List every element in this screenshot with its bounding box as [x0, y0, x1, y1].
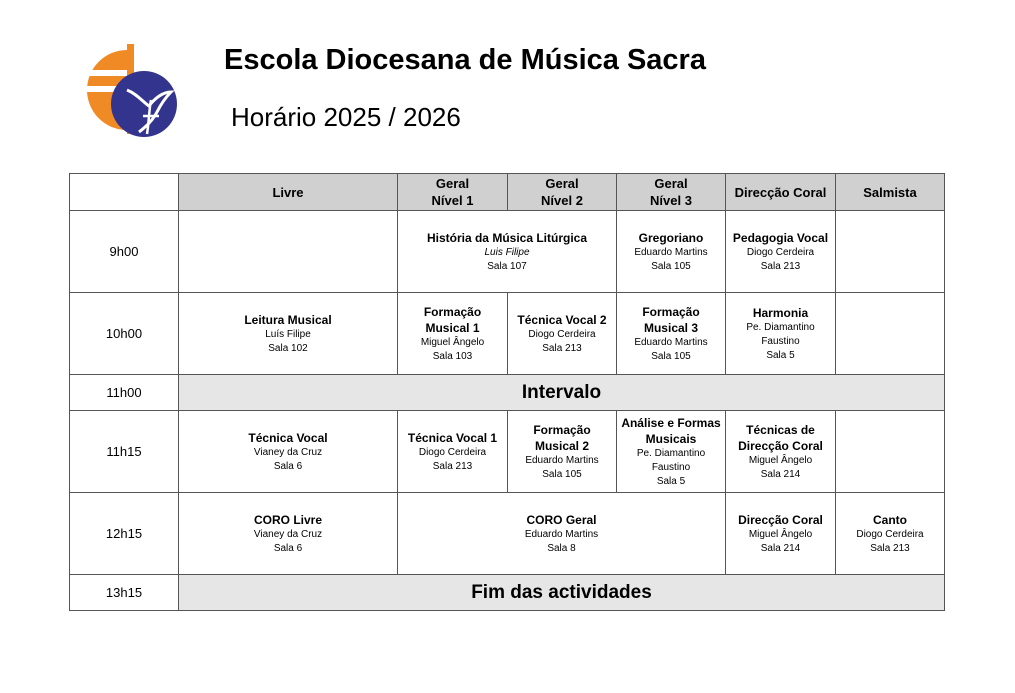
cell-harmonia: Harmonia Pe. Diamantino Faustino Sala 5 — [726, 293, 836, 375]
time-12h15: 12h15 — [70, 493, 179, 575]
cell-tecnica-vocal: Técnica Vocal Vianey da Cruz Sala 6 — [179, 411, 398, 493]
header-geral-nivel-3: Geral Nível 3 — [617, 174, 726, 211]
header-row — [70, 174, 945, 211]
cell-formacao-musical-3: Formação Musical 3 Eduardo Martins Sala 105 — [617, 293, 726, 375]
cell-analise-formas: Análise e Formas Musicais Pe. Diamantino Faustino Sala 5 — [617, 411, 726, 493]
schedule-table — [69, 173, 945, 611]
header-salmista: Salmista — [836, 174, 945, 211]
cell-11h15-salmista — [836, 411, 945, 493]
cell-tecnica-vocal-1: Técnica Vocal 1 Diogo Cerdeira Sala 213 — [398, 411, 508, 493]
header-empty-cell — [70, 174, 179, 211]
header-direccao-coral: Direcção Coral — [726, 174, 836, 211]
school-logo-icon — [77, 42, 179, 140]
page-title: Escola Diocesana de Música Sacra — [224, 44, 706, 76]
cell-10h00-salmista — [836, 293, 945, 375]
cell-coro-geral: CORO Geral Eduardo Martins Sala 8 — [398, 493, 726, 575]
cell-tecnicas-direccao: Técnicas de Direcção Coral Miguel Ângelo Sala 214 — [726, 411, 836, 493]
time-11h15: 11h15 — [70, 411, 179, 493]
time-9h00: 9h00 — [70, 211, 179, 293]
row-12h15 — [70, 493, 945, 575]
header-livre: Livre — [179, 174, 398, 211]
cell-tecnica-vocal-2: Técnica Vocal 2 Diogo Cerdeira Sala 213 — [508, 293, 617, 375]
fim-actividades-band: Fim das actividades — [179, 575, 945, 611]
row-13h15 — [70, 575, 945, 611]
row-11h15 — [70, 411, 945, 493]
row-9h00 — [70, 211, 945, 293]
time-11h00: 11h00 — [70, 375, 179, 411]
header-geral-nivel-1: Geral Nível 1 — [398, 174, 508, 211]
cell-formacao-musical-2: Formação Musical 2 Eduardo Martins Sala 105 — [508, 411, 617, 493]
header-geral-nivel-2: Geral Nível 2 — [508, 174, 617, 211]
time-10h00: 10h00 — [70, 293, 179, 375]
cell-direccao-coral: Direcção Coral Miguel Ângelo Sala 214 — [726, 493, 836, 575]
cell-leitura-musical: Leitura Musical Luís Filipe Sala 102 — [179, 293, 398, 375]
time-13h15: 13h15 — [70, 575, 179, 611]
cell-coro-livre: CORO Livre Vianey da Cruz Sala 6 — [179, 493, 398, 575]
page-subtitle: Horário 2025 / 2026 — [231, 102, 461, 132]
cell-gregoriano: Gregoriano Eduardo Martins Sala 105 — [617, 211, 726, 293]
cell-9h00-salmista — [836, 211, 945, 293]
cell-9h00-livre — [179, 211, 398, 293]
row-10h00 — [70, 293, 945, 375]
cell-canto: Canto Diogo Cerdeira Sala 213 — [836, 493, 945, 575]
cell-historia-musica: História da Música Litúrgica Luis Filipe Sala 107 — [398, 211, 617, 293]
cell-pedagogia-vocal: Pedagogia Vocal Diogo Cerdeira Sala 213 — [726, 211, 836, 293]
cell-formacao-musical-1: Formação Musical 1 Miguel Ângelo Sala 103 — [398, 293, 508, 375]
row-11h00 — [70, 375, 945, 411]
intervalo-band: Intervalo — [179, 375, 945, 411]
